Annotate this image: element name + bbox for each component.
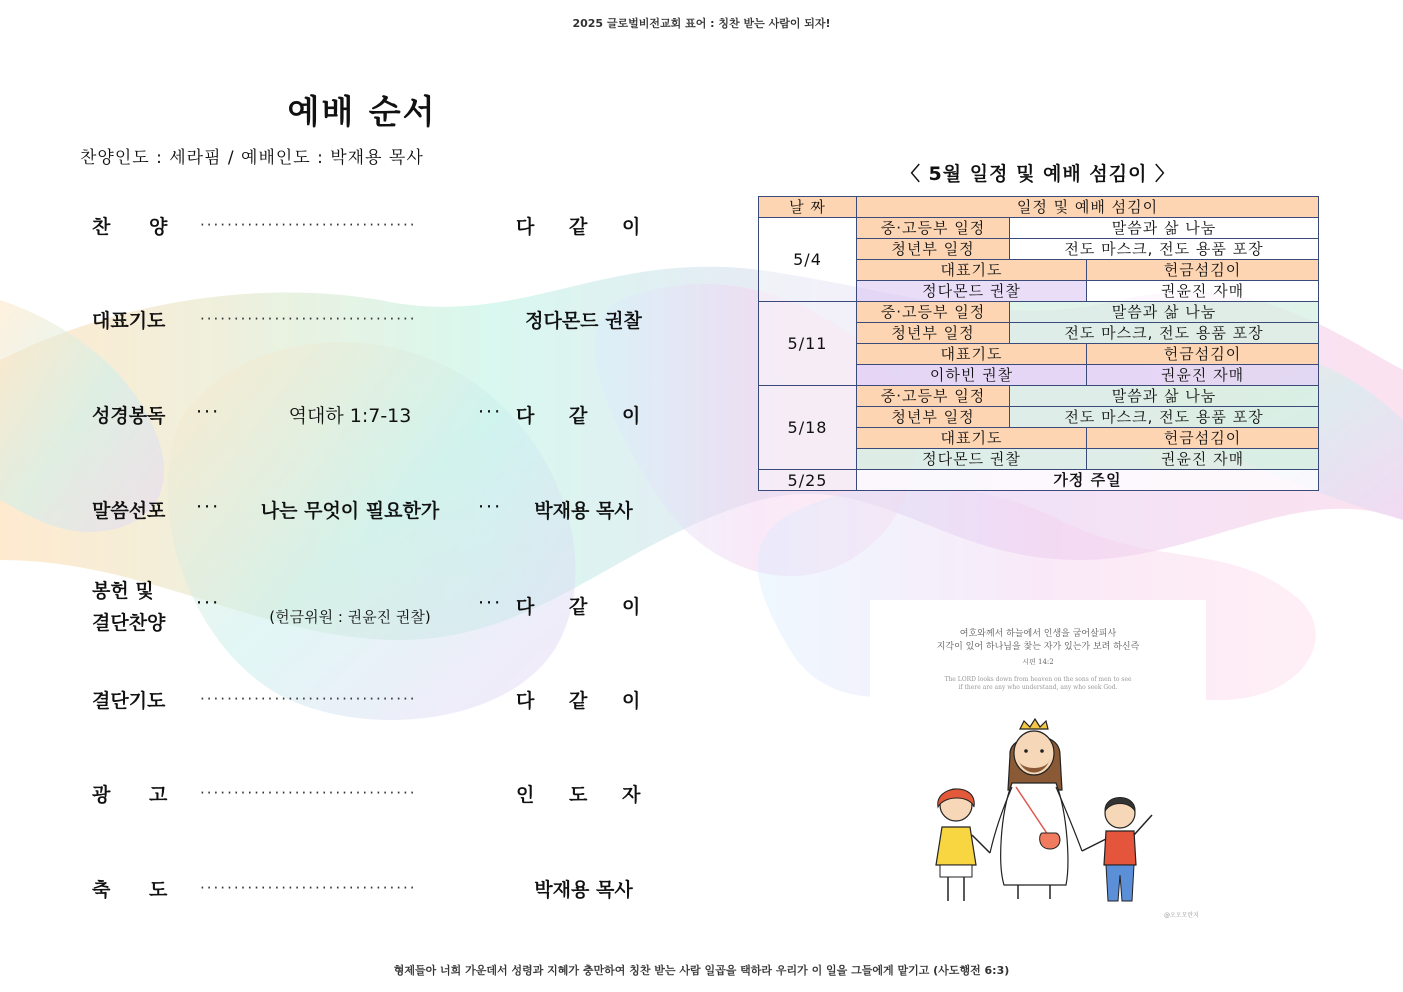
dot-leader: ································ xyxy=(200,690,417,708)
order-result: 다 같 이 xyxy=(516,216,655,238)
order-result: 박재용 목사 xyxy=(534,879,633,901)
young-adult-plan: 전도 마스크, 전도 용품 포장 xyxy=(1010,239,1319,260)
order-result: 다 같 이 xyxy=(516,596,655,618)
dot-leader: ································ xyxy=(200,216,417,234)
church-motto: 2025 글로벌비전교회 표어 : 칭찬 받는 사람이 되자! xyxy=(572,17,831,30)
schedule-table xyxy=(758,196,1319,491)
offering-label: 헌금섬김이 xyxy=(1087,344,1319,365)
dot-leader: ································ xyxy=(200,310,417,328)
offering-person: 권윤진 자매 xyxy=(1087,449,1319,470)
dot-leader: ··· xyxy=(478,496,503,518)
header-main: 일정 및 예배 섬김이 xyxy=(857,197,1319,218)
offering-committee: (헌금위원 : 권윤진 권찰) xyxy=(269,608,431,626)
dot-leader: ··· xyxy=(196,592,221,614)
family-sunday: 가정 주일 xyxy=(857,470,1319,491)
worship-leaders: 찬양인도 : 세라핌 / 예배인도 : 박재용 목사 xyxy=(80,148,424,168)
order-result: 다 같 이 xyxy=(516,405,655,427)
table-row xyxy=(759,302,1319,323)
order-row-offering xyxy=(0,576,700,636)
prayer-person: 정다몬드 권찰 xyxy=(857,281,1087,302)
offering-person: 권윤진 자매 xyxy=(1087,365,1319,386)
order-result: 인 도 자 xyxy=(516,784,655,806)
offering-label: 헌금섬김이 xyxy=(1087,428,1319,449)
table-row xyxy=(759,218,1319,239)
order-row-benediction xyxy=(0,875,700,915)
order-label: 말씀선포 xyxy=(92,500,166,522)
schedule-title: 〈 5월 일정 및 예배 섬김이 〉 xyxy=(900,163,1176,185)
footer-verse: 형제들아 너희 가운데서 성령과 지혜가 충만하여 칭찬 받는 사람 일곱을 택하라 우리가 이 일을 그들에게 맡기고 (사도행전 6:3) xyxy=(393,964,1010,977)
youth-label: 중·고등부 일정 xyxy=(857,386,1010,407)
young-adult-plan: 전도 마스크, 전도 용품 포장 xyxy=(1010,407,1319,428)
order-label-line2: 결단찬양 xyxy=(92,612,166,634)
young-adult-label: 청년부 일정 xyxy=(857,239,1010,260)
table-row xyxy=(759,386,1319,407)
verse-english xyxy=(870,676,1206,692)
prayer-label: 대표기도 xyxy=(857,344,1087,365)
header-date: 날 짜 xyxy=(759,197,857,218)
order-label-line1: 봉헌 및 xyxy=(92,580,154,602)
youth-plan: 말씀과 삶 나눔 xyxy=(1010,218,1319,239)
verse-korean-line1: 여호와께서 하늘에서 인생을 굽어살피사 xyxy=(959,629,1117,639)
order-label: 성경봉독 xyxy=(92,405,166,427)
youth-plan: 말씀과 삶 나눔 xyxy=(1010,302,1319,323)
order-label: 광 고 xyxy=(92,784,184,806)
young-adult-label: 청년부 일정 xyxy=(857,407,1010,428)
verse-english-line2: if there are any who understand, any who seek God. xyxy=(958,684,1118,691)
table-row xyxy=(759,197,1319,218)
week-date: 5/11 xyxy=(759,302,857,386)
prayer-label: 대표기도 xyxy=(857,428,1087,449)
order-result: 다 같 이 xyxy=(516,690,655,712)
verse-korean-line2: 지각이 있어 하나님을 찾는 자가 있는가 보려 하신즉 xyxy=(936,642,1140,652)
dot-leader: ··· xyxy=(196,401,221,423)
youth-label: 중·고등부 일정 xyxy=(857,302,1010,323)
order-row-praise xyxy=(0,212,700,252)
youth-plan: 말씀과 삶 나눔 xyxy=(1010,386,1319,407)
week-date: 5/18 xyxy=(759,386,857,470)
dot-leader: ································ xyxy=(200,784,417,802)
order-row-sermon xyxy=(0,496,700,536)
verse-english-line1: The LORD looks down from heaven on the sons of men to see xyxy=(944,676,1132,683)
week-date: 5/4 xyxy=(759,218,857,302)
order-result: 정다몬드 권찰 xyxy=(525,310,642,332)
verse-korean xyxy=(870,628,1206,654)
prayer-person: 정다몬드 권찰 xyxy=(857,449,1087,470)
scripture-reference: 역대하 1:7-13 xyxy=(288,405,412,427)
prayer-person: 이하빈 권찰 xyxy=(857,365,1087,386)
order-row-prayer xyxy=(0,306,700,346)
dot-leader: ··· xyxy=(196,496,221,518)
young-adult-label: 청년부 일정 xyxy=(857,323,1010,344)
order-row-scripture xyxy=(0,401,700,441)
dot-leader: ································ xyxy=(200,879,417,897)
youth-label: 중·고등부 일정 xyxy=(857,218,1010,239)
offering-label: 헌금섬김이 xyxy=(1087,260,1319,281)
dot-leader: ··· xyxy=(478,592,503,614)
prayer-label: 대표기도 xyxy=(857,260,1087,281)
offering-person: 권윤진 자매 xyxy=(1087,281,1319,302)
order-label: 대표기도 xyxy=(92,310,166,332)
worship-order-title: 예배 순서 xyxy=(287,92,437,131)
order-row-decision-prayer xyxy=(0,686,700,726)
order-label: 축 도 xyxy=(92,879,184,901)
order-label: 결단기도 xyxy=(92,690,166,712)
week-date: 5/25 xyxy=(759,470,857,491)
order-label: 찬 양 xyxy=(92,216,184,238)
illustration-credit: @오오모란지 xyxy=(1164,912,1199,919)
order-result: 박재용 목사 xyxy=(534,500,633,522)
young-adult-plan: 전도 마스크, 전도 용품 포장 xyxy=(1010,323,1319,344)
verse-reference: 시편 14:2 xyxy=(1022,658,1054,666)
order-row-announcements xyxy=(0,780,700,820)
sermon-title: 나는 무엇이 필요한가 xyxy=(260,500,440,522)
dot-leader: ··· xyxy=(478,401,503,423)
jesus-with-children-illustration xyxy=(920,715,1170,915)
table-row xyxy=(759,470,1319,491)
